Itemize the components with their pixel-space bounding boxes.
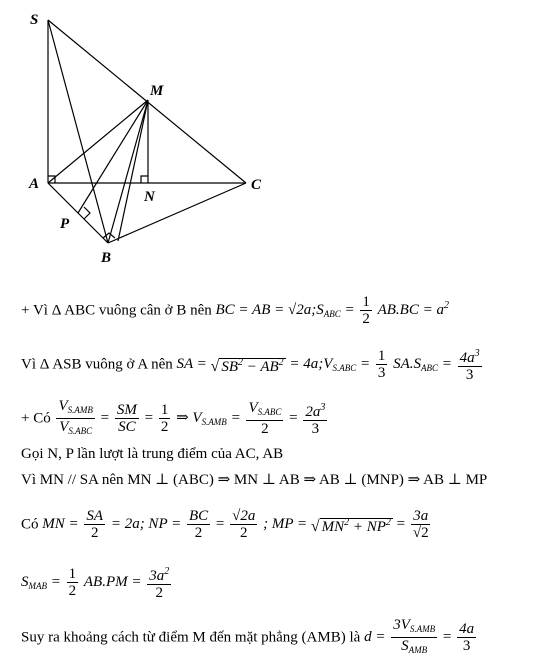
solution-line-4: Gọi N, P lần lượt là trung điểm của AC, AB (21, 446, 284, 462)
segment-mp (78, 100, 148, 213)
segment-mb (108, 100, 148, 243)
line-1-prefix: + Vì Δ ABC vuông cân ở B nên (21, 302, 212, 319)
solution-line-3: + Có $\frac{V_{S.AMB}}{V_{S.ABC}}$ = $\frac{SM}{SC}$ = $\frac{1}{2}$ ⇒ $V_{S.AMB}$ = $\frac{V_{S.ABC}}{2}$ = $\frac{2a^3}{3}$ (21, 398, 326, 437)
fraction-half: $\frac{1}{2}$ (362, 294, 370, 327)
solution-line-1: + Vì Δ ABC vuông cân ở B nên BC = AB = $√2a;S_{ABC}$ = $\frac{1}{2}$ $AB.BC = a^2$ (21, 294, 449, 327)
right-angle-n (141, 176, 148, 183)
solution-line-8: Suy ra khoảng cách từ điểm M đến mặt phẳng (AMB) là d = $\frac{3V_{S.AMB}}{S_{AMB}}$ = $\frac{4a}{3}$ (21, 617, 475, 655)
edge-sb (48, 20, 108, 243)
label-n: N (144, 189, 155, 205)
label-m: M (150, 83, 164, 99)
solution-line-5: Vì MN // SA nên MN ⊥ (ABC) ⇒ MN ⊥ AB ⇒ AB ⊥ (MNP) ⇒ AB ⊥ MP (21, 472, 488, 488)
solution-line-7: $S_{MAB}$ = $\frac{1}{2}$ AB.PM = $\frac{3a^2}{2}$ (21, 566, 170, 601)
pyramid-figure (0, 0, 537, 275)
solution-line-2: Vì Δ ASB vuông ở A nên SA = √ $SB^2 - AB^2$ = $4a;V_{S.ABC}$ = $\frac{1}{3}$ $SA.S_{ABC}$ = $\frac{4a^3}{3}$ (21, 348, 480, 383)
label-c: C (251, 177, 262, 193)
label-s: S (30, 12, 39, 28)
label-a: A (29, 176, 40, 192)
label-b: B (101, 250, 112, 266)
sqrt-sb-ab: √ $SB^2 - AB^2$ (210, 356, 284, 375)
right-angle-p (84, 207, 90, 219)
solution-line-6: Có MN = $\frac{SA}{2}$ = 2a; NP = $\frac{BC}{2}$ = $\frac{√2a}{2}$ ; MP = √ $MN^2 + NP^2$ = $\frac{3a}{√2}$ (21, 508, 429, 541)
label-p: P (60, 216, 70, 232)
line-2-prefix: Vì Δ ASB vuông ở A nên (21, 356, 173, 373)
